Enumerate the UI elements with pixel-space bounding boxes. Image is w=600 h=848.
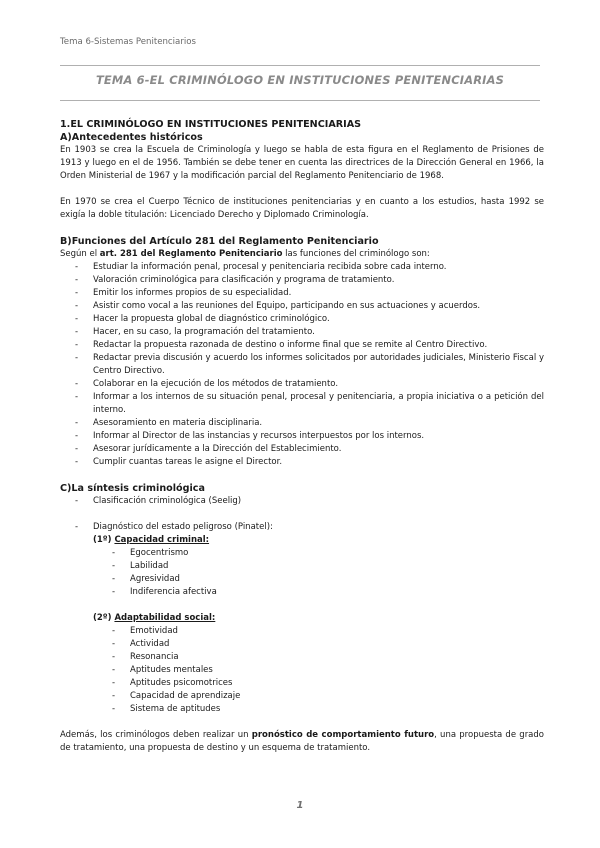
- list-item: - Asesoramiento en materia disciplinaria.: [60, 417, 544, 430]
- list-item: - Informar al Director de las instancias y recursos interpuestos por los internos.: [60, 430, 544, 443]
- list-item: - Informar a los internos de su situación penal, procesal y penitenciaria, a propia iniciativa o a petición del interno.: [60, 391, 544, 417]
- list-item: - Diagnóstico del estado peligroso (Pinatel):: [60, 521, 544, 534]
- running-head: Tema 6-Sistemas Penitenciarios: [60, 37, 196, 47]
- list-item: - Indiferencia afectiva: [60, 586, 544, 599]
- funciones-list: [60, 261, 544, 469]
- section-c-heading: C)La síntesis criminológica: [60, 483, 205, 494]
- list-item: - Sistema de aptitudes: [60, 703, 544, 716]
- list-item: - Asesorar jurídicamente a la Dirección del Establecimiento.: [60, 443, 544, 456]
- list-item: - Hacer, en su caso, la programación del tratamiento.: [60, 326, 544, 339]
- page-number: 1: [296, 800, 304, 811]
- list-item: - Agresividad: [60, 573, 544, 586]
- adaptabilidad-social-number: (2º): [93, 613, 115, 623]
- closing-post: , una propuesta de grado de tratamiento, una propuesta de destino y un esquema de tratamiento.: [60, 730, 544, 753]
- adaptabilidad-social-title: Adaptabilidad social:: [114, 613, 216, 623]
- title-bottom-rule: [60, 100, 540, 101]
- list-item: - Capacidad de aprendizaje: [60, 690, 544, 703]
- list-item: - Redactar la propuesta razonada de destino o informe final que se remite al Centro Directivo.: [60, 339, 544, 352]
- list-item: - Colaborar en la ejecución de los métodos de tratamiento.: [60, 378, 544, 391]
- document-title: TEMA 6-EL CRIMINÓLOGO EN INSTITUCIONES PENITENCIARIAS: [95, 73, 505, 87]
- funciones-intro-post: las funciones del criminólogo son:: [282, 249, 430, 259]
- capacidad-criminal-list: [60, 547, 544, 599]
- list-item: - Hacer la propuesta global de diagnóstico criminológico.: [60, 313, 544, 326]
- funciones-intro-pre: Según el: [60, 249, 100, 259]
- funciones-intro-article: art. 281 del Reglamento Penitenciario: [99, 249, 283, 259]
- list-item: - Redactar previa discusión y acuerdo los informes solicitados por autoridades judiciales, Ministerio Fiscal y Centro Directivo.: [60, 352, 544, 378]
- list-item: - Emitir los informes propios de su especialidad.: [60, 287, 544, 300]
- list-item: - Resonancia: [60, 651, 544, 664]
- list-item: - Actividad: [60, 638, 544, 651]
- list-item: - Clasificación criminológica (Seelig): [60, 495, 544, 508]
- capacidad-criminal-number: (1º): [93, 535, 115, 545]
- list-item: - Labilidad: [60, 560, 544, 573]
- funciones-intro: [60, 248, 544, 261]
- list-item: - Cumplir cuantas tareas le asigne el Director.: [60, 456, 544, 469]
- list-item: - Valoración criminológica para clasificación y programa de tratamiento.: [60, 274, 544, 287]
- closing-bold: pronóstico de comportamiento futuro: [251, 730, 435, 740]
- section-a-heading: A)Antecedentes históricos: [60, 132, 203, 143]
- adaptabilidad-social-list: [60, 625, 544, 716]
- section-b-heading: B)Funciones del Artículo 281 del Reglamento Penitenciario: [60, 236, 379, 247]
- title-top-rule: [60, 65, 540, 66]
- paragraph-antecedentes-1: En 1903 se crea la Escuela de Criminología y luego se habla de esta figura en el Reglamento de Prisiones de 1913 y luego en el de 1956. También se debe tener en cuenta las directrices de la Dirección General en 1966, la Orden Ministerial de 1967 y la modificación parcial del Reglamento Penitenciario de 1968.: [60, 145, 544, 181]
- list-item: - Emotividad: [60, 625, 544, 638]
- list-item: - Asistir como vocal a las reuniones del Equipo, participando en sus actuaciones y acuerdos.: [60, 300, 544, 313]
- list-item: - Egocentrismo: [60, 547, 544, 560]
- list-item: - Aptitudes mentales: [60, 664, 544, 677]
- list-item: - Aptitudes psicomotrices: [60, 677, 544, 690]
- list-item: - Estudiar la información penal, procesal y penitenciaria recibida sobre cada interno.: [60, 261, 544, 274]
- paragraph-antecedentes-2: En 1970 se crea el Cuerpo Técnico de instituciones penitenciarias y en cuanto a los estudios, hasta 1992 se exigía la doble titulación: Licenciado Derecho y Diplomado Criminología.: [60, 197, 544, 220]
- document-body: [60, 118, 544, 755]
- capacidad-criminal-title: Capacidad criminal:: [114, 535, 210, 545]
- adaptabilidad-social-heading: [60, 612, 544, 625]
- section-1-heading: 1.EL CRIMINÓLOGO EN INSTITUCIONES PENITENCIARIAS: [60, 119, 362, 130]
- sintesis-list-1: [60, 495, 544, 508]
- capacidad-criminal-heading: [60, 534, 544, 547]
- closing-paragraph: [60, 729, 544, 755]
- sintesis-list-2: [60, 521, 544, 534]
- closing-pre: Además, los criminólogos deben realizar un: [60, 730, 252, 740]
